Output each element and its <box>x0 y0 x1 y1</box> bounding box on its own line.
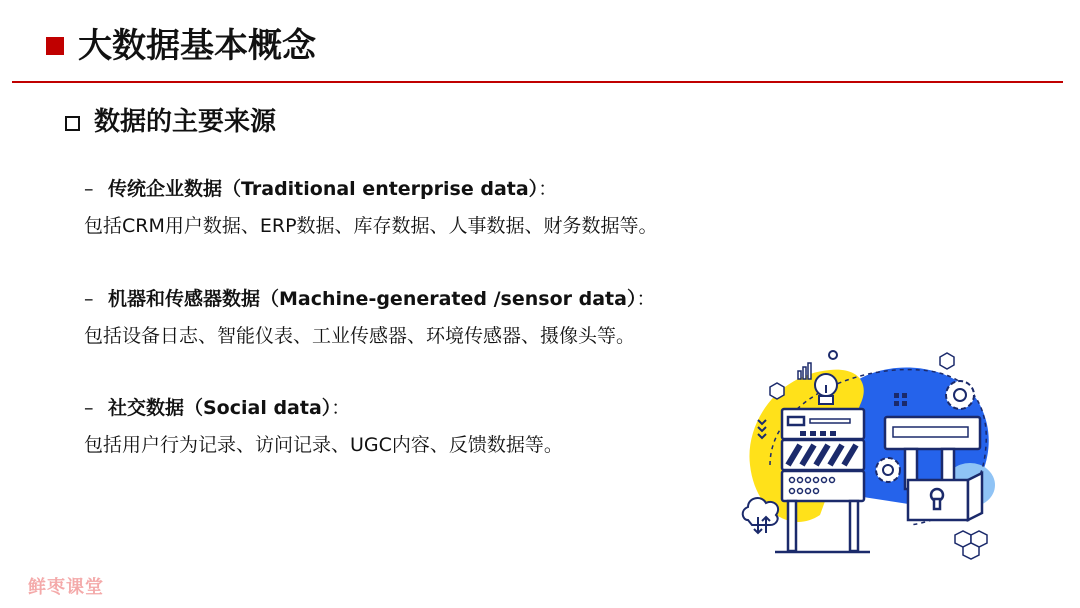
section-title: 数据的主要来源 <box>94 107 277 137</box>
data-server-illustration <box>730 345 1010 570</box>
item-heading-sensor <box>84 286 655 312</box>
item-colon: ： <box>538 178 558 200</box>
item-heading-enterprise <box>84 176 557 202</box>
section-bullet-square <box>65 116 80 131</box>
cloud-icon <box>743 498 778 533</box>
title-bullet-square <box>46 37 64 55</box>
page-title: 大数据基本概念 <box>78 26 316 66</box>
title-divider <box>12 81 1063 83</box>
item-description-sensor: 包括设备日志、智能仪表、工业传感器、环境传感器、摄像头等。 <box>84 325 636 347</box>
item-colon: ： <box>636 288 656 310</box>
dot-small <box>829 351 837 359</box>
item-heading-social <box>84 395 350 421</box>
server-stack-icon <box>775 409 870 552</box>
bar-chart-icon <box>798 363 811 379</box>
item-colon: ： <box>331 397 351 419</box>
item-heading-text: 机器和传感器数据（Machine-generated /sensor data） <box>108 288 637 310</box>
item-description-enterprise: 包括CRM用户数据、ERP数据、库存数据、人事数据、财务数据等。 <box>84 215 658 237</box>
dash-bullet: – <box>84 178 94 200</box>
watermark-text: 鲜枣课堂 <box>28 577 104 598</box>
dash-bullet: – <box>84 288 94 310</box>
padlock-icon <box>908 473 982 520</box>
item-heading-text: 社交数据（Social data） <box>108 397 332 419</box>
lightbulb-icon <box>815 374 837 404</box>
item-description-social: 包括用户行为记录、访问记录、UGC内容、反馈数据等。 <box>84 434 563 456</box>
dash-bullet: – <box>84 397 94 419</box>
item-heading-text: 传统企业数据（Traditional enterprise data） <box>108 178 539 200</box>
